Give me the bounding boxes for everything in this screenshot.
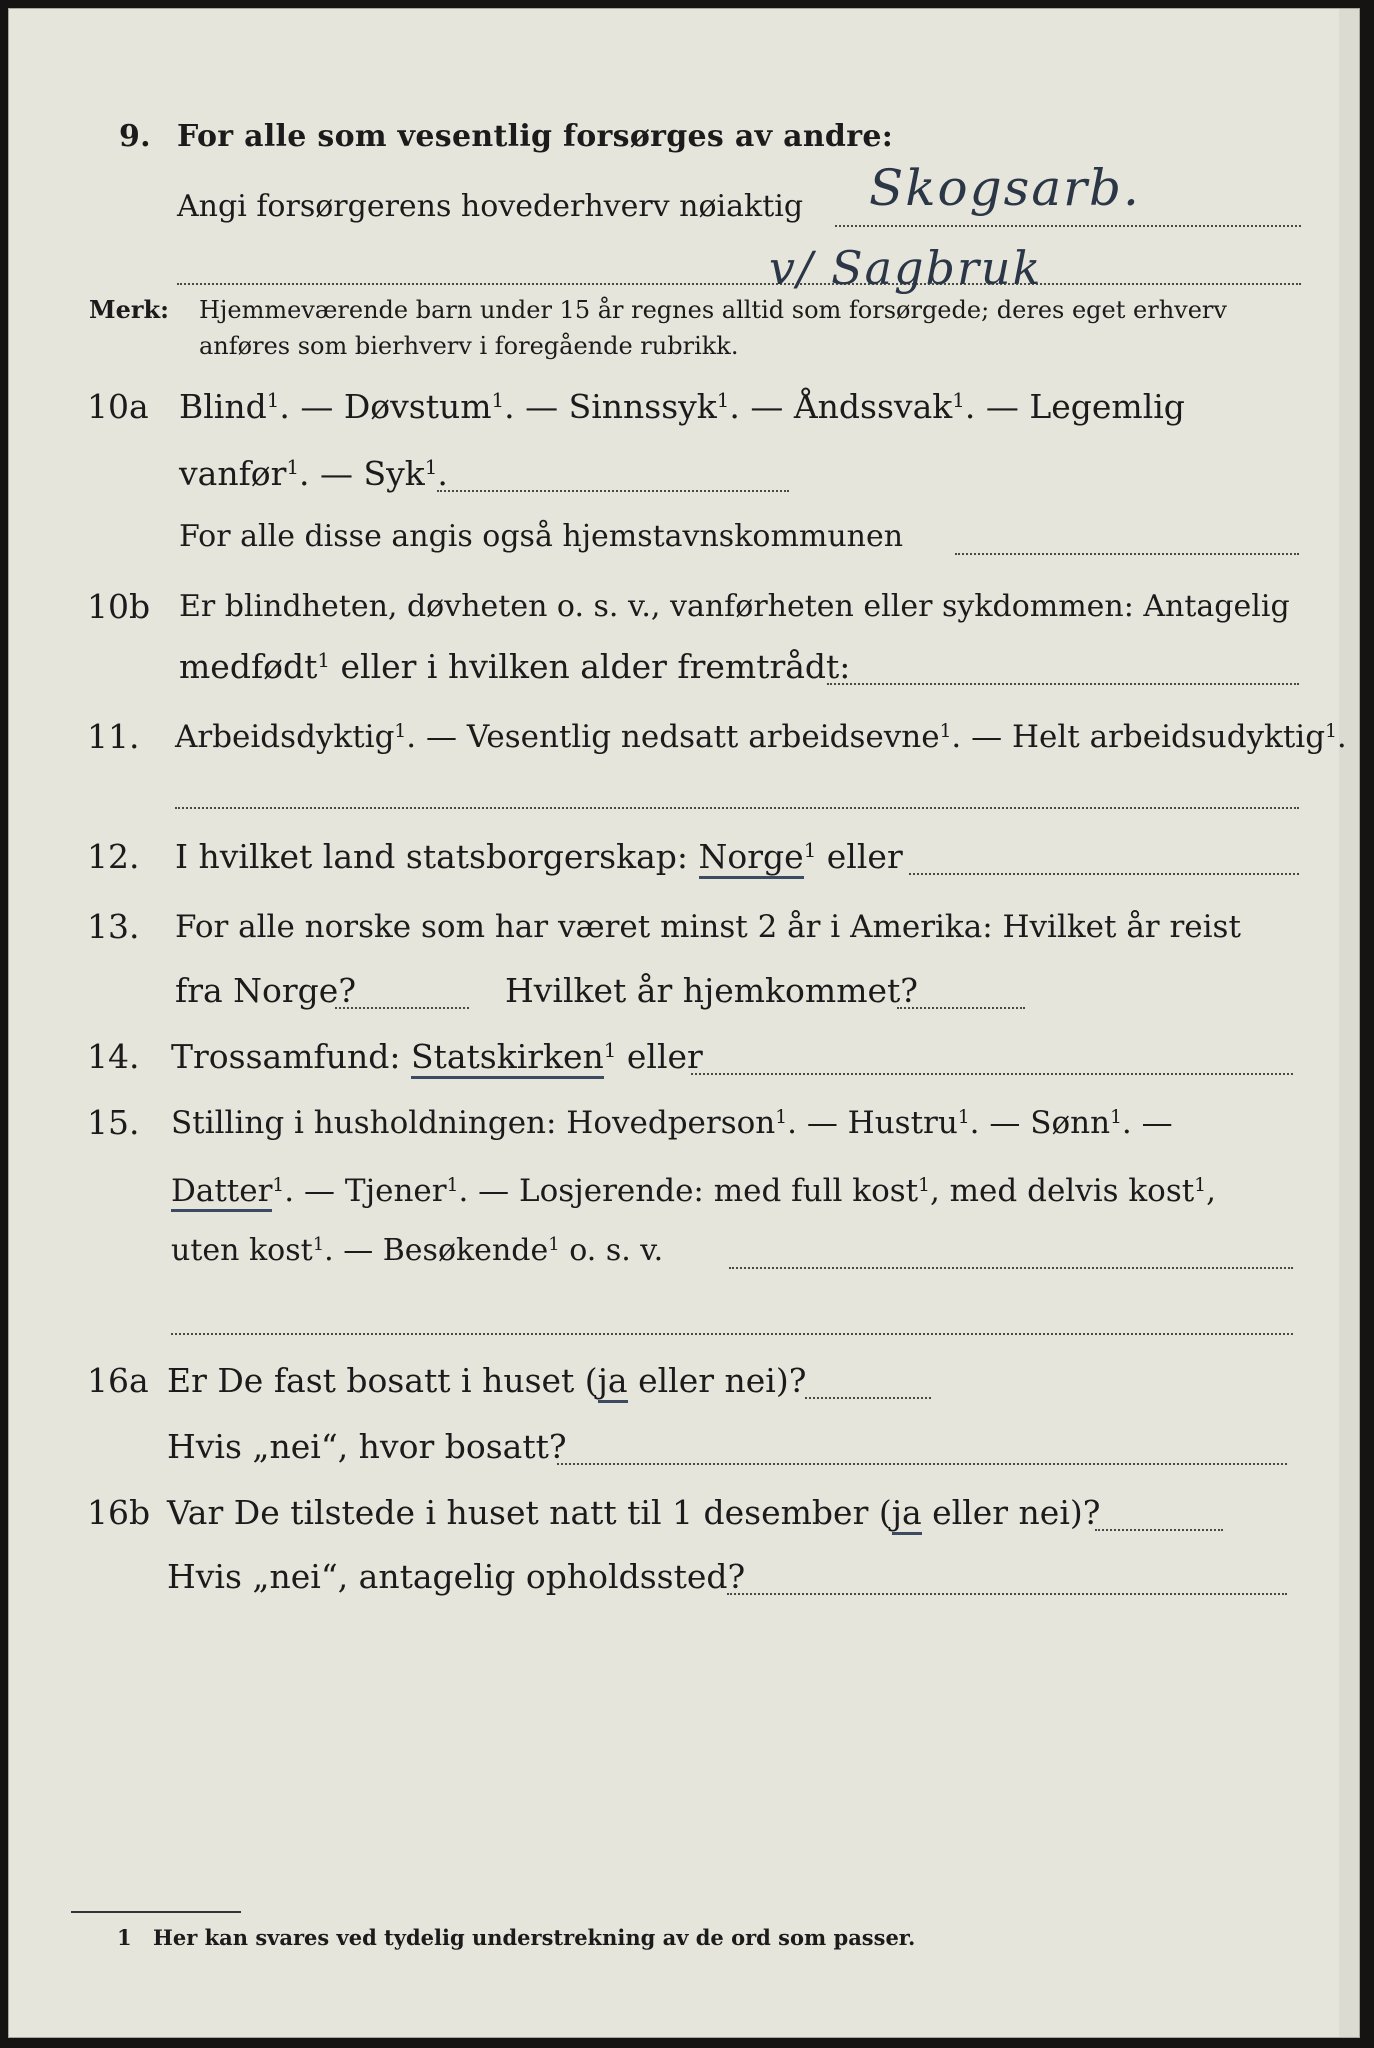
q15-answer-line1 xyxy=(729,1267,1293,1269)
q16b-answer-line xyxy=(1095,1529,1223,1531)
q13-hjemkommet: Hvilket år hjemkommet? xyxy=(505,971,918,1010)
q16b-ja-underlined: ja xyxy=(892,1493,922,1535)
q9-handwritten-answer2: v/ Sagbruk xyxy=(769,241,1043,295)
q15-datter-underlined: Datter xyxy=(171,1173,272,1212)
q16a-answer-line xyxy=(805,1397,931,1399)
q12-question: I hvilket land statsborgerskap: Norge$^1$ eller xyxy=(175,837,903,877)
q14-statskirken-underlined: Statskirken xyxy=(411,1037,604,1079)
q10a-syk-line xyxy=(437,490,789,492)
q12-number: 12. xyxy=(87,837,140,876)
q13-question: For alle norske som har været minst 2 år i Amerika: Hvilket år reist xyxy=(175,909,1241,945)
q9-number: 9. xyxy=(119,119,151,154)
q15-options1: Stilling i husholdningen: Hovedperson$^1$. — Hustru$^1$. — Sønn$^1$. — xyxy=(171,1105,1173,1141)
q16b-number: 16b xyxy=(87,1493,151,1532)
q14-number: 14. xyxy=(87,1037,140,1076)
q16b-opholdssted: Hvis „nei“, antagelig opholdssted? xyxy=(167,1557,746,1596)
q16a-bosatt-line xyxy=(557,1463,1287,1465)
q10b-answer-line xyxy=(827,683,1299,685)
q10a-options2: vanfør$^1$. — Syk$^1$. xyxy=(179,454,448,493)
q13-number: 13. xyxy=(87,907,140,946)
q14-answer-line xyxy=(691,1073,1293,1075)
q13-reist: fra Norge? xyxy=(175,971,357,1010)
q15-options3: uten kost$^1$. — Besøkende$^1$ o. s. v. xyxy=(171,1233,664,1268)
census-form-page xyxy=(8,8,1360,2038)
q9-handwritten-answer1: Skogsarb. xyxy=(869,159,1141,217)
q13-reist-line xyxy=(335,1007,469,1009)
q16a-question: Er De fast bosatt i huset (ja eller nei)? xyxy=(167,1361,806,1401)
q16a-ja-underlined: ja xyxy=(598,1361,628,1403)
q11-answer-line xyxy=(175,807,1299,809)
q9-answer-line2 xyxy=(177,283,1301,285)
q15-number: 15. xyxy=(87,1103,140,1142)
q15-options2: Datter$^1$. — Tjener$^1$. — Losjerende: med full kost$^1$, med delvis kost$^1$, xyxy=(171,1171,1216,1211)
q16a-hvis-nei: Hvis „nei“, hvor bosatt? xyxy=(167,1427,567,1466)
q10b-number: 10b xyxy=(87,587,151,626)
q10a-options1: Blind$^1$. — Døvstum$^1$. — Sinnssyk$^1$. — Åndssvak$^1$. — Legemlig xyxy=(179,387,1185,426)
q12-answer-line xyxy=(909,873,1299,875)
q13-hjemkommet-line xyxy=(897,1007,1025,1009)
q16b-question: Var De tilstede i huset natt til 1 desember (ja eller nei)? xyxy=(167,1493,1100,1533)
q14-question: Trossamfund: Statskirken$^1$ eller xyxy=(171,1037,703,1077)
q15-answer-line2 xyxy=(171,1333,1293,1335)
q16b-opholdssted-line xyxy=(727,1593,1287,1595)
page-edge xyxy=(1339,9,1359,2037)
q9-prompt: Angi forsørgerens hovederhverv nøiaktig xyxy=(177,189,804,224)
q10a-number: 10a xyxy=(87,387,149,426)
q10a-hjemstavn-line xyxy=(955,553,1299,555)
q10b-question: Er blindheten, døvheten o. s. v., vanførheten eller sykdommen: Antagelig xyxy=(179,589,1290,624)
q10a-hjemstavn: For alle disse angis også hjemstavnskommunen xyxy=(179,519,904,554)
q9-answer-line1 xyxy=(835,225,1301,227)
q11-number: 11. xyxy=(87,717,140,756)
footnote-rule xyxy=(71,1911,241,1913)
q16a-number: 16a xyxy=(87,1361,149,1400)
merk-text2: anføres som bierhverv i foregående rubrikk. xyxy=(199,332,739,360)
merk-label: Merk: xyxy=(89,295,169,324)
q9-heading: For alle som vesentlig forsørges av andre: xyxy=(177,119,894,154)
merk-text1: Hjemmeværende barn under 15 år regnes alltid som forsørgede; deres eget erhverv xyxy=(199,296,1227,324)
q11-options: Arbeidsdyktig$^1$. — Vesentlig nedsatt arbeidsevne$^1$. — Helt arbeidsudyktig$^1$. xyxy=(175,719,1347,755)
q10b-alder: medfødt$^1$ eller i hvilken alder fremtrådt: xyxy=(179,647,851,686)
q12-norge-underlined: Norge xyxy=(699,837,804,879)
footnote-mark: 1 xyxy=(117,1925,132,1950)
footnote-text: Her kan svares ved tydelig understrekning av de ord som passer. xyxy=(153,1925,916,1950)
